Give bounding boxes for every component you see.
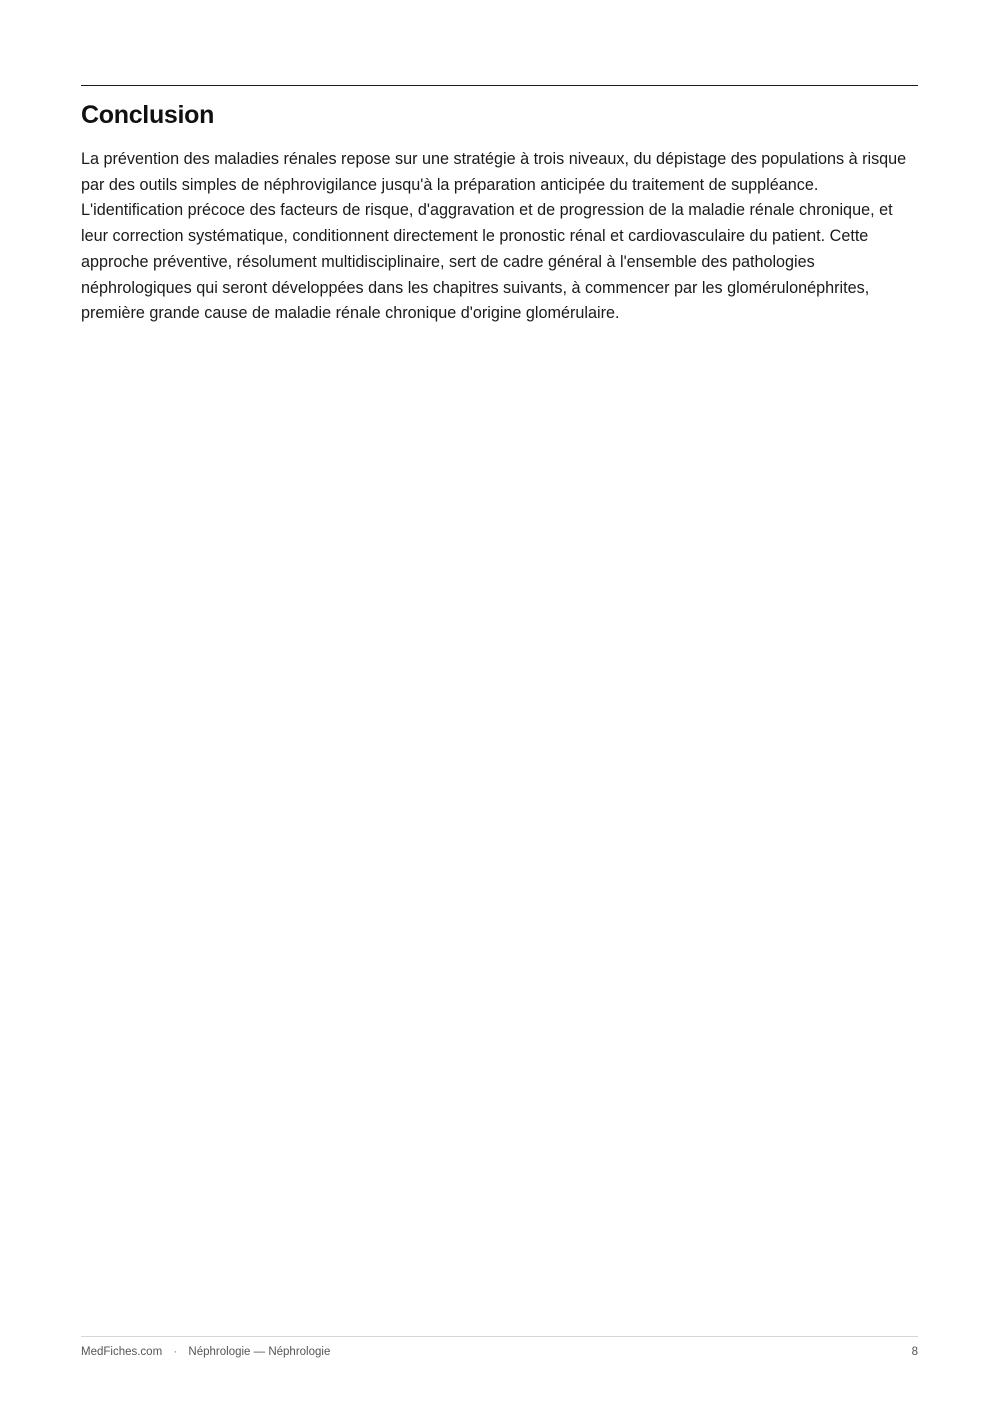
conclusion-paragraph: La prévention des maladies rénales repose sur une stratégie à trois niveaux, du dépistage des populations à risque par des outils simples de néphrovigilance jusqu'à la préparation anticipée du traitement de suppléance. L'identification précoce des facteurs de risque, d'aggravation et de progression de la maladie rénale chronique, et leur correction systématique, conditionnent directement le pronostic rénal et cardiovasculaire du patient. Cette approche préventive, résolument multidisciplinaire, sert de cadre général à l'ensemble des pathologies néphrologiques qui seront développées dans les chapitres suivants, à commencer par les glomérulonéphrites, première grande cause de maladie rénale chronique d'origine glomérulaire.: [81, 150, 907, 323]
footer-breadcrumb: Néphrologie — Néphrologie: [188, 1346, 331, 1358]
section-title: Conclusion: [81, 101, 215, 129]
footer-site-name: MedFiches.com: [81, 1346, 163, 1358]
footer-divider: [81, 1336, 918, 1337]
footer-separator: ·: [173, 1346, 178, 1358]
section-divider: [81, 85, 918, 86]
page-footer: [81, 1344, 918, 1360]
page-number: 8: [911, 1346, 918, 1358]
footer-source: [81, 1344, 330, 1360]
